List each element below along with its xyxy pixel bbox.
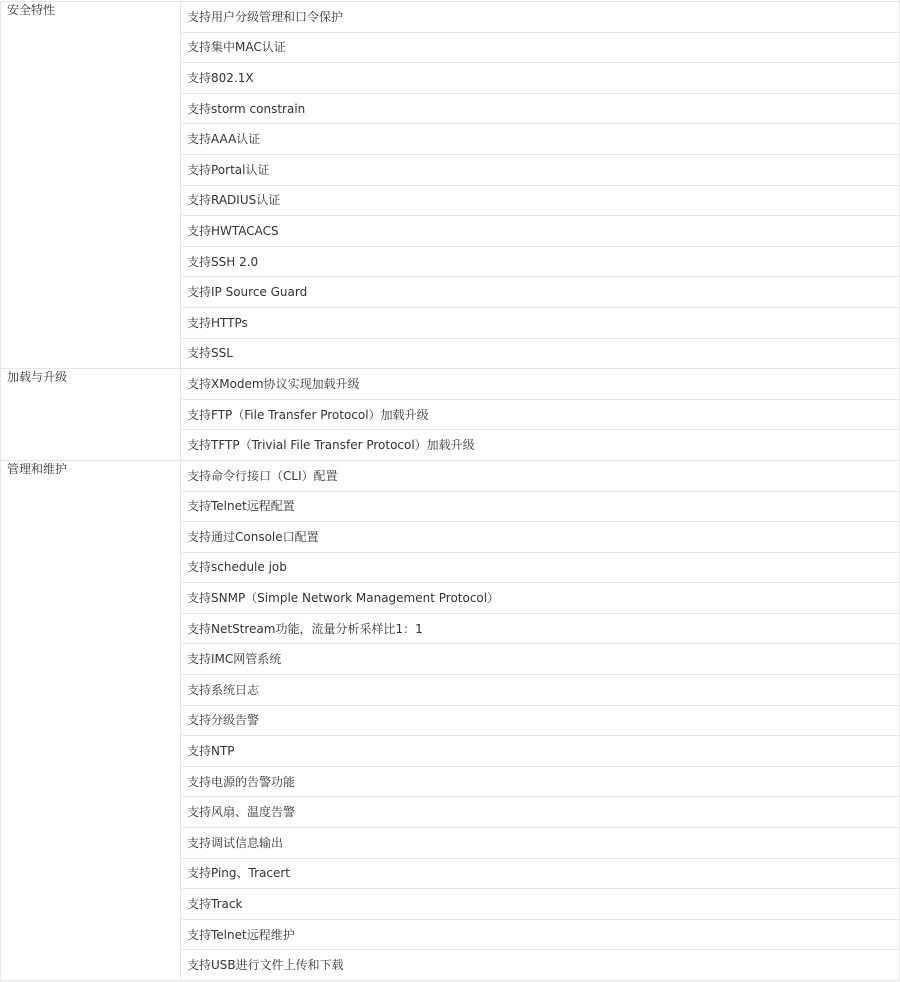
feature-cell: 支持Telnet远程维护 xyxy=(181,919,900,950)
feature-cell: 支持SNMP（Simple Network Management Protocol） xyxy=(181,583,900,614)
feature-cell: 支持Track xyxy=(181,889,900,920)
feature-cell: 支持RADIUS认证 xyxy=(181,185,900,216)
feature-cell: 支持电源的告警功能 xyxy=(181,766,900,797)
feature-cell: 支持802.1X xyxy=(181,63,900,94)
feature-spec-table-body xyxy=(1,2,900,981)
feature-cell: 支持NetStream功能，流量分析采样比1：1 xyxy=(181,613,900,644)
feature-cell: 支持风扇、温度告警 xyxy=(181,797,900,828)
feature-cell: 支持集中MAC认证 xyxy=(181,32,900,63)
feature-cell: 支持通过Console口配置 xyxy=(181,522,900,553)
feature-cell: 支持系统日志 xyxy=(181,675,900,706)
table-row xyxy=(1,460,900,491)
category-cell: 安全特性 xyxy=(1,2,181,369)
feature-cell: 支持SSH 2.0 xyxy=(181,246,900,277)
feature-cell: 支持IP Source Guard xyxy=(181,277,900,308)
feature-cell: 支持NTP xyxy=(181,736,900,767)
feature-cell: 支持IMC网管系统 xyxy=(181,644,900,675)
table-row xyxy=(1,369,900,400)
feature-cell: 支持用户分级管理和口令保护 xyxy=(181,2,900,33)
feature-cell: 支持Ping、Tracert xyxy=(181,858,900,889)
feature-cell: 支持SSL xyxy=(181,338,900,369)
feature-cell: 支持USB进行文件上传和下载 xyxy=(181,950,900,981)
feature-cell: 支持HTTPs xyxy=(181,307,900,338)
feature-cell: 支持FTP（File Transfer Protocol）加载升级 xyxy=(181,399,900,430)
table-row xyxy=(1,2,900,33)
category-cell: 加载与升级 xyxy=(1,369,181,461)
feature-cell: 支持AAA认证 xyxy=(181,124,900,155)
feature-cell: 支持TFTP（Trivial File Transfer Protocol）加载升级 xyxy=(181,430,900,461)
feature-cell: 支持Portal认证 xyxy=(181,154,900,185)
feature-cell: 支持调试信息输出 xyxy=(181,828,900,859)
category-cell: 管理和维护 xyxy=(1,460,181,980)
feature-cell: 支持XModem协议实现加载升级 xyxy=(181,369,900,400)
feature-cell: 支持命令行接口（CLI）配置 xyxy=(181,460,900,491)
feature-cell: 支持HWTACACS xyxy=(181,216,900,247)
feature-cell: 支持storm constrain xyxy=(181,93,900,124)
feature-cell: 支持schedule job xyxy=(181,552,900,583)
feature-cell: 支持分级告警 xyxy=(181,705,900,736)
feature-spec-table xyxy=(0,1,900,981)
feature-cell: 支持Telnet远程配置 xyxy=(181,491,900,522)
